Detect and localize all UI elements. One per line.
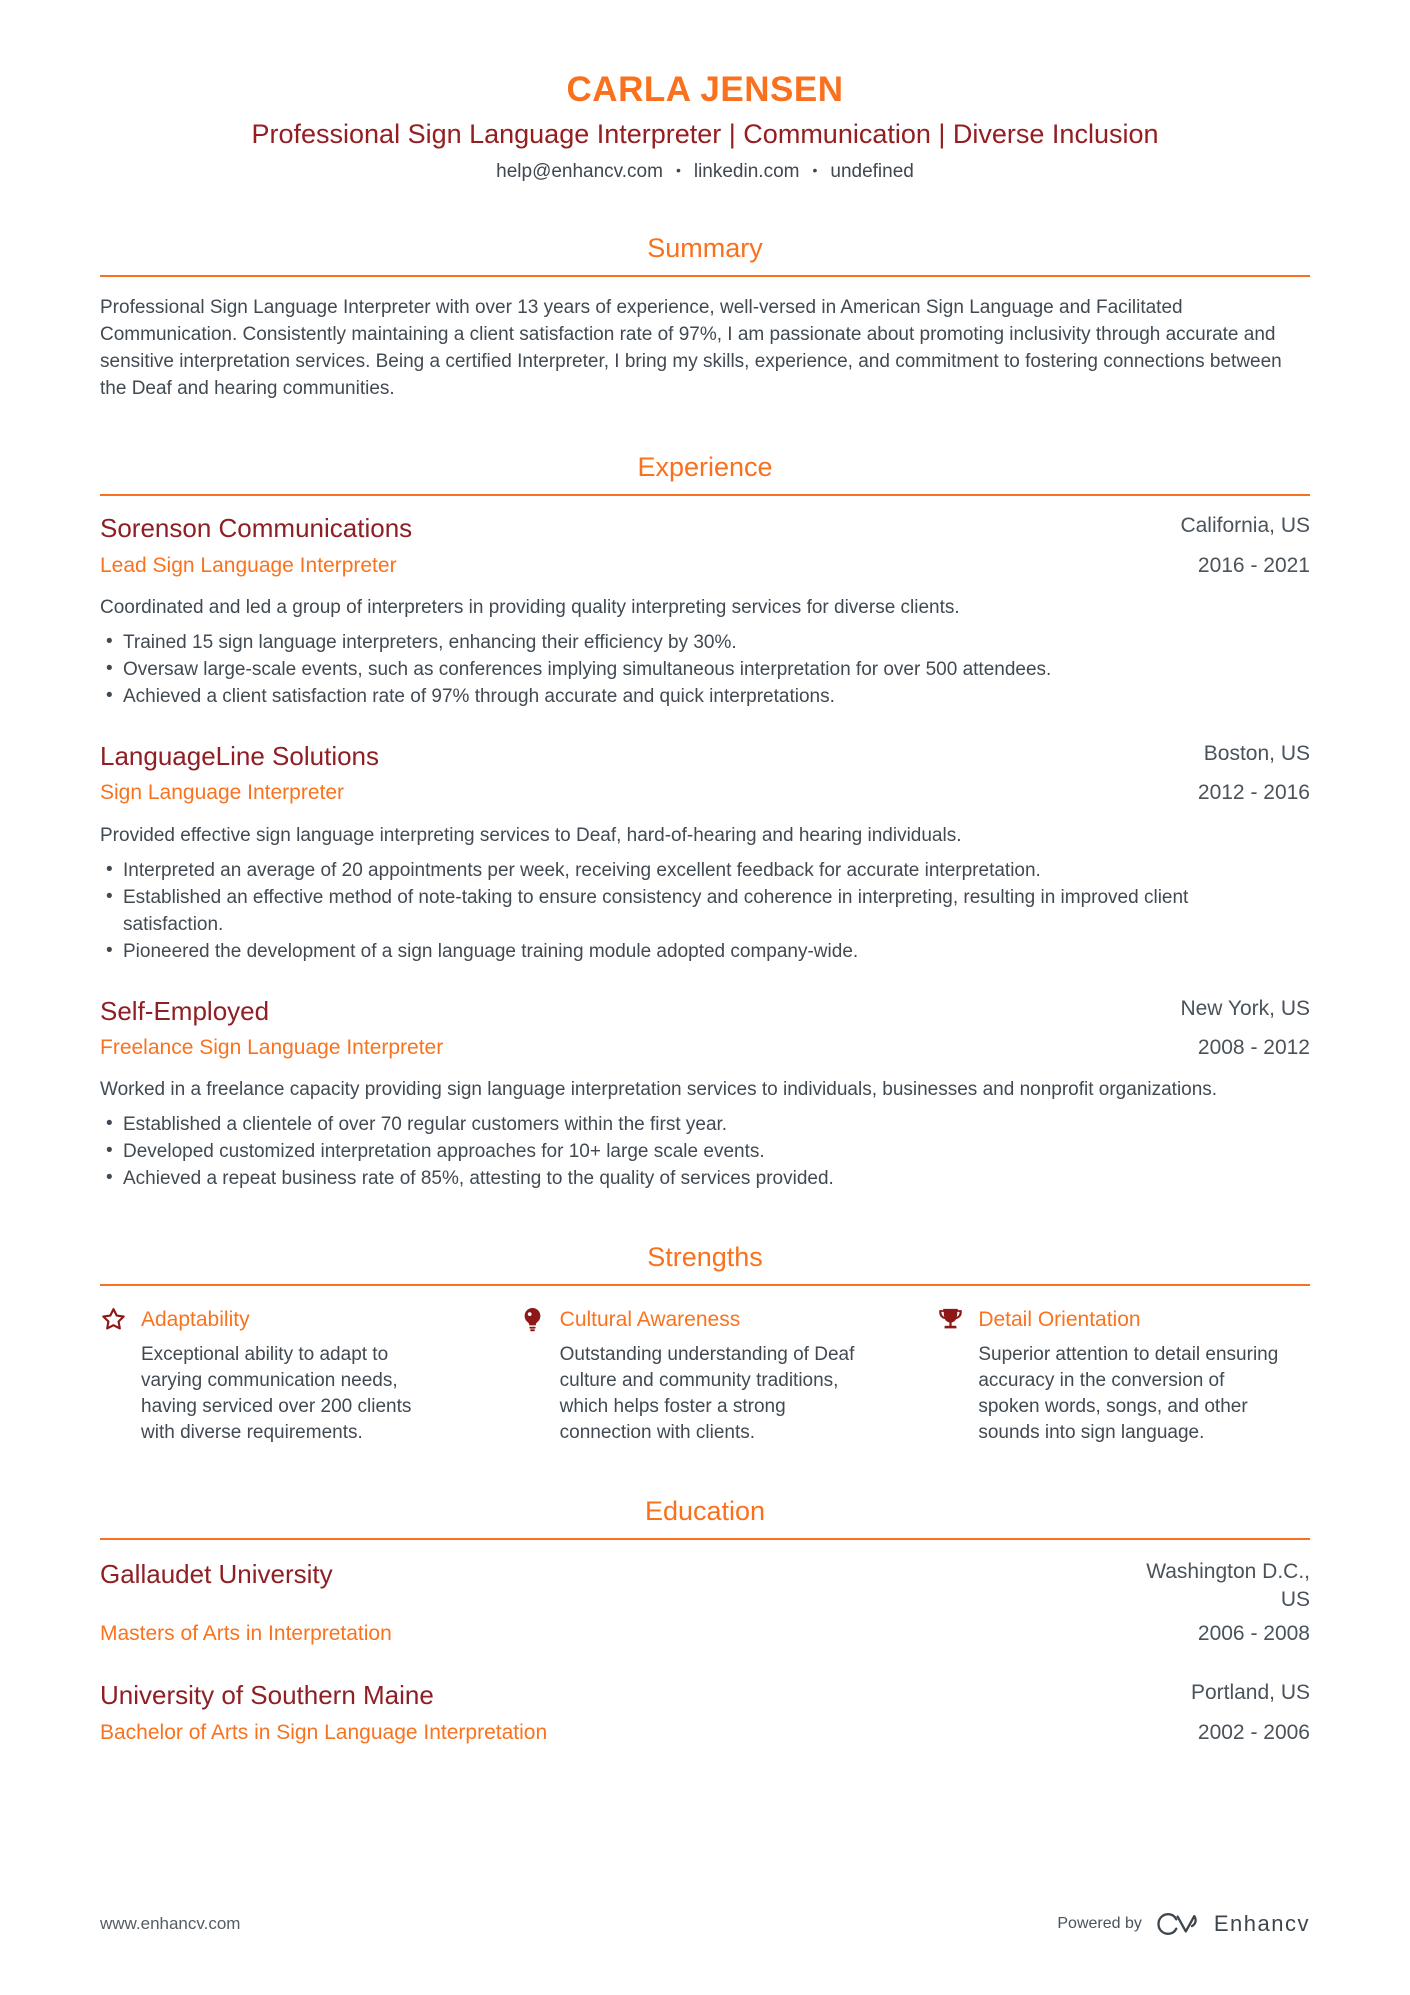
- job-bullet-list: [100, 1111, 1310, 1192]
- job-bullet: • Developed customized interpretation approaches for 10+ large scale events.: [100, 1138, 1288, 1165]
- strengths-grid: [100, 1306, 1310, 1446]
- candidate-headline: Professional Sign Language Interpreter | Communication | Diverse Inclusion: [251, 119, 1159, 150]
- degree-name: Bachelor of Arts in Sign Language Interpretation: [100, 1720, 548, 1744]
- contact-email-link[interactable]: help@enhancv.com: [496, 161, 663, 182]
- contact-separator: •: [812, 162, 818, 178]
- institution-name: University of Southern Maine: [100, 1680, 434, 1711]
- contact-extra: undefined: [830, 161, 914, 182]
- degree-name: Masters of Arts in Interpretation: [100, 1621, 392, 1645]
- job-location: California, US: [1180, 514, 1310, 537]
- summary-text: Professional Sign Language Interpreter with over 13 years of experience, well-versed in American Sign Language and Facilitated Communication. Consistently maintaining a client satisfaction rate of 97%, I am passionate about promoting inclusivity through accurate and sensitive interpretation services. Being a certified Interpreter, I bring my skills, experience, and commitment to fostering connections between the Deaf and hearing communities.: [100, 297, 1282, 399]
- strength-header: [519, 1306, 892, 1333]
- powered-by-label: Powered by: [1057, 1915, 1142, 1932]
- education-dates: 2006 - 2008: [1197, 1621, 1310, 1645]
- contact-separator: •: [675, 162, 681, 178]
- education-location: Washington D.C., US: [1146, 1560, 1310, 1611]
- job-location: Boston, US: [1203, 741, 1310, 765]
- strengths-section-title: Strengths: [100, 1242, 1310, 1286]
- strengths-section: [100, 1242, 1310, 1446]
- company-name: Self-Employed: [100, 995, 270, 1026]
- job-title: Lead Sign Language Interpreter: [100, 553, 397, 577]
- education-dates: 2002 - 2006: [1197, 1720, 1310, 1744]
- enhancv-wordmark: Enhancv: [1213, 1911, 1310, 1936]
- job-bullet-list: [100, 629, 1310, 710]
- experience-entry-header: [100, 740, 1310, 773]
- job-bullet: • Achieved a repeat business rate of 85%, attesting to the quality of services provided.: [100, 1165, 1288, 1192]
- job-bullet: • Established a clientele of over 70 regular customers within the first year.: [100, 1111, 1288, 1138]
- education-section-title: Education: [100, 1496, 1310, 1540]
- experience-entry: [100, 512, 1310, 710]
- education-entry: [100, 1558, 1310, 1647]
- job-dates: 2016 - 2021: [1197, 553, 1310, 577]
- lightbulb-icon: [519, 1306, 546, 1333]
- strength-name: Adaptability: [141, 1307, 250, 1331]
- education-section: [100, 1496, 1310, 1746]
- job-bullet: • Established an effective method of note-taking to ensure consistency and coherence in interpreting, resulting in improved client satisfaction.: [100, 884, 1288, 938]
- job-bullet: • Interpreted an average of 20 appointments per week, receiving excellent feedback for accurate interpretation.: [100, 857, 1288, 884]
- job-description: Provided effective sign language interpreting services to Deaf, hard-of-hearing and hearing individuals.: [100, 824, 962, 846]
- footer-website-link[interactable]: www.enhancv.com: [100, 1914, 241, 1933]
- page-footer: [100, 1911, 1310, 1937]
- strength-name: Cultural Awareness: [559, 1307, 741, 1331]
- enhancv-logo-icon: [1155, 1911, 1201, 1937]
- job-bullet: • Pioneered the development of a sign language training module adopted company-wide.: [100, 938, 1288, 965]
- strength-item: [100, 1306, 473, 1446]
- experience-section-title: Experience: [100, 452, 1310, 496]
- strength-description: Exceptional ability to adapt to varying communication needs, having serviced over 200 clients with diverse requirements.: [141, 1344, 412, 1444]
- strength-header: [937, 1306, 1310, 1333]
- star-icon: [100, 1306, 127, 1333]
- trophy-icon: [937, 1306, 964, 1333]
- job-title: Freelance Sign Language Interpreter: [100, 1036, 444, 1060]
- summary-section: [100, 233, 1310, 402]
- education-entry-subheader: [100, 1712, 1310, 1746]
- education-entry-header: [100, 1558, 1310, 1613]
- company-name: Sorenson Communications: [100, 513, 413, 543]
- contact-linkedin-link[interactable]: linkedin.com: [693, 161, 800, 182]
- strength-description: Outstanding understanding of Deaf culture and community traditions, which helps foster a strong connection with clients.: [559, 1344, 855, 1444]
- experience-section: [100, 452, 1310, 1192]
- strength-item: [519, 1306, 892, 1446]
- education-entry-subheader: [100, 1613, 1310, 1647]
- job-dates: 2008 - 2012: [1197, 1036, 1310, 1060]
- job-bullet: • Oversaw large-scale events, such as conferences implying simultaneous interpretation for over 500 attendees.: [100, 656, 1288, 683]
- contact-row: [100, 161, 1310, 183]
- job-location: New York, US: [1180, 996, 1310, 1020]
- company-name: LanguageLine Solutions: [100, 740, 380, 771]
- candidate-name: CARLA JENSEN: [566, 70, 844, 109]
- education-entry-header: [100, 1679, 1310, 1712]
- experience-entry-header: [100, 512, 1310, 545]
- experience-entry-subheader: [100, 545, 1310, 579]
- job-dates: 2012 - 2016: [1197, 781, 1310, 805]
- job-bullet: • Trained 15 sign language interpreters, enhancing their efficiency by 30%.: [100, 629, 1288, 656]
- job-bullet: • Achieved a client satisfaction rate of 97% through accurate and quick interpretations.: [100, 683, 1288, 710]
- education-location: Portland, US: [1190, 1681, 1310, 1705]
- job-bullet-list: [100, 857, 1310, 965]
- summary-section-title: Summary: [100, 233, 1310, 277]
- strength-description: Superior attention to detail ensuring accuracy in the conversion of spoken words, songs, and other sounds into sign language.: [978, 1344, 1279, 1444]
- strength-name: Detail Orientation: [978, 1307, 1141, 1331]
- job-description: Coordinated and led a group of interpreters in providing quality interpreting services for diverse clients.: [100, 596, 960, 618]
- job-description: Worked in a freelance capacity providing sign language interpretation services to individuals, businesses and nonprofit organizations.: [100, 1079, 1218, 1101]
- powered-by: [1057, 1911, 1310, 1937]
- resume-header: [100, 70, 1310, 183]
- job-title: Sign Language Interpreter: [100, 781, 345, 805]
- institution-name: Gallaudet University: [100, 1559, 333, 1590]
- education-entry: [100, 1679, 1310, 1746]
- experience-entry: [100, 740, 1310, 965]
- experience-entry-header: [100, 995, 1310, 1028]
- experience-entry-subheader: [100, 1027, 1310, 1061]
- strength-header: [100, 1306, 473, 1333]
- strength-item: [937, 1306, 1310, 1446]
- experience-entry: [100, 995, 1310, 1193]
- experience-entry-subheader: [100, 772, 1310, 806]
